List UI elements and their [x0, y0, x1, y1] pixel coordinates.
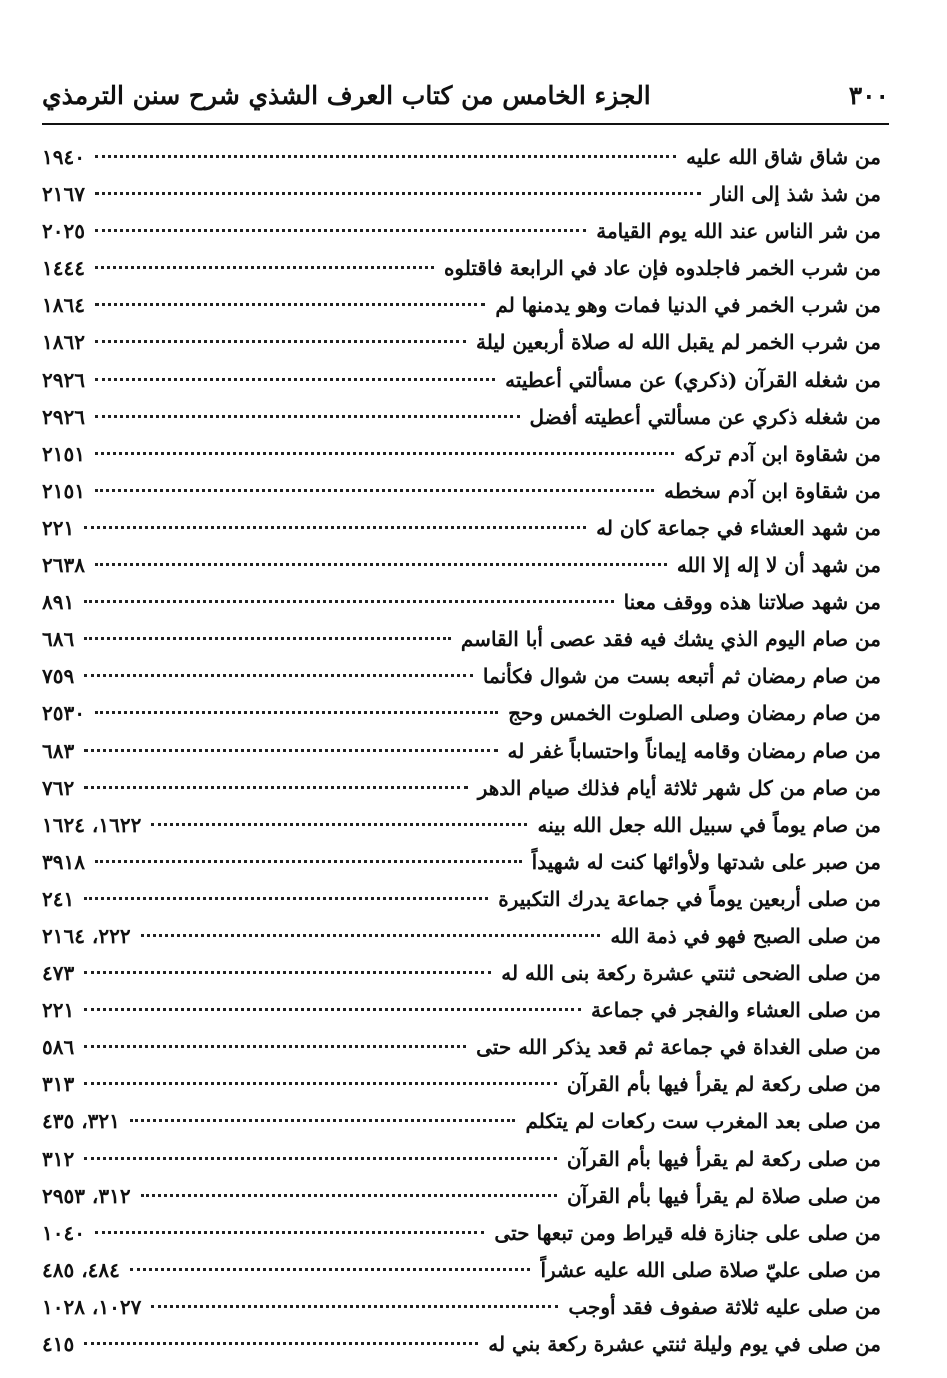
index-entry — [42, 324, 881, 361]
index-entry — [42, 992, 881, 1029]
entry-reference: ٢١٥١ — [42, 441, 85, 466]
dot-leader — [84, 526, 586, 529]
entry-reference: ١٨٦٤ — [42, 293, 85, 318]
index-entry — [42, 1289, 881, 1326]
dot-leader — [84, 637, 451, 640]
index-entry — [42, 1215, 881, 1252]
index-entry — [42, 844, 881, 881]
entry-text: من شر الناس عند الله يوم القيامة — [596, 219, 881, 244]
entry-text: من صبر على شدتها ولأوائها كنت له شهيداً — [531, 849, 881, 874]
dot-leader — [141, 1194, 557, 1197]
dot-leader — [95, 1231, 484, 1234]
entry-text: من صام من كل شهر ثلاثة أيام فذلك صيام الدهر — [477, 775, 881, 800]
index-entry — [42, 584, 881, 621]
index-entry — [42, 695, 881, 732]
index-entry — [42, 213, 881, 250]
index-entry — [42, 1066, 881, 1103]
dot-leader — [84, 1342, 478, 1345]
index-entry — [42, 1326, 881, 1363]
index-entry — [42, 399, 881, 436]
index-entry — [42, 658, 881, 695]
entry-text: من شذ شذ إلى النار — [710, 182, 881, 207]
entry-text: من شهد أن لا إله إلا الله — [676, 553, 881, 578]
index-entry — [42, 733, 881, 770]
entry-text: من صام رمضان وصلى الصلوت الخمس وحج — [508, 701, 881, 726]
entry-reference: ٢١٥١ — [42, 478, 85, 503]
entry-reference: ٤١٥ — [42, 1332, 75, 1356]
entry-text: من صلى الضحى ثنتي عشرة ركعة بنى الله له — [501, 961, 881, 986]
entry-text: من صلى ركعة لم يقرأ فيها بأم القرآن — [566, 1146, 881, 1171]
entry-text: من صلى في يوم وليلة ثنتي عشرة ركعة بني له — [488, 1332, 881, 1356]
dot-leader — [95, 303, 485, 306]
entry-text: من صلى عليه ثلاثة صفوف فقد أوجب — [568, 1294, 881, 1319]
dot-leader — [130, 1119, 516, 1122]
entry-reference: ١٠٢٧، ١٠٢٨ — [42, 1294, 142, 1319]
index-entry — [42, 1178, 881, 1215]
dot-leader — [95, 155, 676, 158]
hadith-index-list — [42, 139, 881, 1363]
dot-leader — [84, 1008, 581, 1011]
header-rule — [42, 123, 889, 125]
dot-leader — [151, 823, 527, 826]
entry-text: من صلى الصبح فهو في ذمة الله — [610, 923, 881, 948]
index-entry — [42, 770, 881, 807]
dot-leader — [84, 971, 491, 974]
index-entry — [42, 1141, 881, 1178]
dot-leader — [84, 1157, 557, 1160]
entry-reference: ١٠٤٠ — [42, 1220, 85, 1245]
entry-text: من صلى العشاء والفجر في جماعة — [591, 998, 881, 1023]
entry-reference: ٧٦٢ — [42, 775, 75, 800]
index-entry — [42, 473, 881, 510]
dot-leader — [84, 1082, 557, 1085]
dot-leader — [84, 600, 613, 603]
entry-reference: ٤٧٣ — [42, 961, 75, 986]
entry-reference: ٢٢٢، ٢١٦٤ — [42, 923, 131, 948]
entry-reference: ٣١٢، ٢٩٥٣ — [42, 1183, 131, 1208]
index-entry — [42, 176, 881, 213]
entry-text: من شهد صلاتنا هذه ووقف معنا — [623, 590, 881, 615]
index-entry — [42, 436, 881, 473]
entry-text: من صلى عليّ صلاة صلى الله عليه عشراً — [540, 1257, 881, 1282]
dot-leader — [84, 674, 473, 677]
entry-text: من شرب الخمر فاجلدوه فإن عاد في الرابعة فاقتلوه — [443, 256, 881, 281]
dot-leader — [84, 1045, 466, 1048]
index-entry — [42, 918, 881, 955]
index-entry — [42, 547, 881, 584]
index-entry — [42, 139, 881, 176]
index-entry — [42, 881, 881, 918]
entry-reference: ٢١٦٧ — [42, 182, 85, 207]
entry-reference: ٦٨٣ — [42, 738, 75, 763]
entry-reference: ٣٢١، ٤٣٥ — [42, 1109, 120, 1134]
entry-reference: ٨٩١ — [42, 590, 75, 615]
dot-leader — [95, 340, 466, 343]
entry-text: من صام اليوم الذي يشك فيه فقد عصى أبا القاسم — [460, 627, 881, 652]
entry-text: من صلى الغداة في جماعة ثم قعد يذكر الله حتى — [476, 1035, 881, 1060]
entry-reference: ١٩٤٠ — [42, 145, 85, 169]
entry-reference: ٢٢١ — [42, 515, 75, 540]
entry-reference: ٢٤١ — [42, 886, 75, 911]
entry-text: من شغله ذكري عن مسألتي أعطيته أفضل — [529, 404, 881, 429]
entry-text: من صلى بعد المغرب ست ركعات لم يتكلم — [525, 1109, 881, 1134]
index-entry — [42, 510, 881, 547]
dot-leader — [84, 749, 497, 752]
entry-text: من صام يوماً في سبيل الله جعل الله بينه — [537, 812, 881, 837]
entry-text: من شغله القرآن (ذكري) عن مسألتي أعطيته — [505, 367, 881, 392]
dot-leader — [95, 229, 586, 232]
dot-leader — [95, 378, 495, 381]
index-entry — [42, 955, 881, 992]
entry-reference: ٢٥٣٠ — [42, 701, 85, 726]
page-header — [42, 70, 889, 120]
entry-text: من صلى صلاة لم يقرأ فيها بأم القرآن — [566, 1183, 881, 1208]
entry-reference: ٢٩٢٦ — [42, 404, 85, 429]
entry-reference: ١٨٦٢ — [42, 330, 85, 355]
index-entry — [42, 1029, 881, 1066]
entry-text: من شقاوة ابن آدم تركه — [684, 441, 881, 466]
entry-reference: ٦٨٦ — [42, 627, 75, 652]
entry-reference: ٢٦٣٨ — [42, 553, 85, 578]
dot-leader — [95, 563, 667, 566]
index-entry — [42, 1103, 881, 1140]
dot-leader — [95, 192, 701, 195]
entry-text: من شهد العشاء في جماعة كان له — [596, 515, 881, 540]
dot-leader — [84, 897, 488, 900]
dot-leader — [95, 711, 498, 714]
entry-reference: ٧٥٩ — [42, 664, 75, 689]
dot-leader — [95, 860, 522, 863]
entry-text: من شقاوة ابن آدم سخطه — [664, 478, 881, 503]
dot-leader — [95, 452, 674, 455]
dot-leader — [141, 934, 601, 937]
entry-reference: ٢٢١ — [42, 998, 75, 1023]
index-entry — [42, 250, 881, 287]
index-entry — [42, 1252, 881, 1289]
running-title: الجزء الخامس من كتاب العرف الشذي شرح سنن الترمذي — [42, 80, 651, 110]
entry-text: من شرب الخمر لم يقبل الله له صلاة أربعين ليلة — [475, 330, 881, 355]
entry-text: من شرب الخمر في الدنيا فمات وهو يدمنها لم — [495, 293, 881, 318]
entry-text: من صلى أربعين يوماً في جماعة يدرك التكبيرة — [498, 886, 881, 911]
dot-leader — [130, 1268, 531, 1271]
dot-leader — [95, 266, 434, 269]
entry-text: من صام رمضان ثم أتبعه بست من شوال فكأنما — [482, 664, 881, 689]
index-entry — [42, 287, 881, 324]
dot-leader — [95, 415, 520, 418]
entry-reference: ٣١٣ — [42, 1072, 75, 1097]
index-entry — [42, 362, 881, 399]
index-entry — [42, 621, 881, 658]
entry-reference: ١٤٤٤ — [42, 256, 85, 281]
entry-reference: ٥٨٦ — [42, 1035, 75, 1060]
entry-reference: ٢٩٢٦ — [42, 367, 85, 392]
dot-leader — [95, 489, 654, 492]
entry-text: من صلى ركعة لم يقرأ فيها بأم القرآن — [566, 1072, 881, 1097]
entry-text: من شاق شاق الله عليه — [686, 145, 881, 169]
entry-reference: ٤٨٤، ٤٨٥ — [42, 1257, 120, 1282]
entry-text: من صلى على جنازة فله قيراط ومن تبعها حتى — [494, 1220, 881, 1245]
entry-text: من صام رمضان وقامه إيماناً واحتساباً غفر له — [507, 738, 881, 763]
page-number: ٣٠٠ — [848, 80, 889, 110]
dot-leader — [84, 786, 467, 789]
index-entry — [42, 807, 881, 844]
dot-leader — [151, 1305, 558, 1308]
entry-reference: ٢٠٢٥ — [42, 219, 85, 244]
entry-reference: ٣١٢ — [42, 1146, 75, 1171]
entry-reference: ١٦٢٢، ١٦٢٤ — [42, 812, 142, 837]
entry-reference: ٣٩١٨ — [42, 849, 85, 874]
